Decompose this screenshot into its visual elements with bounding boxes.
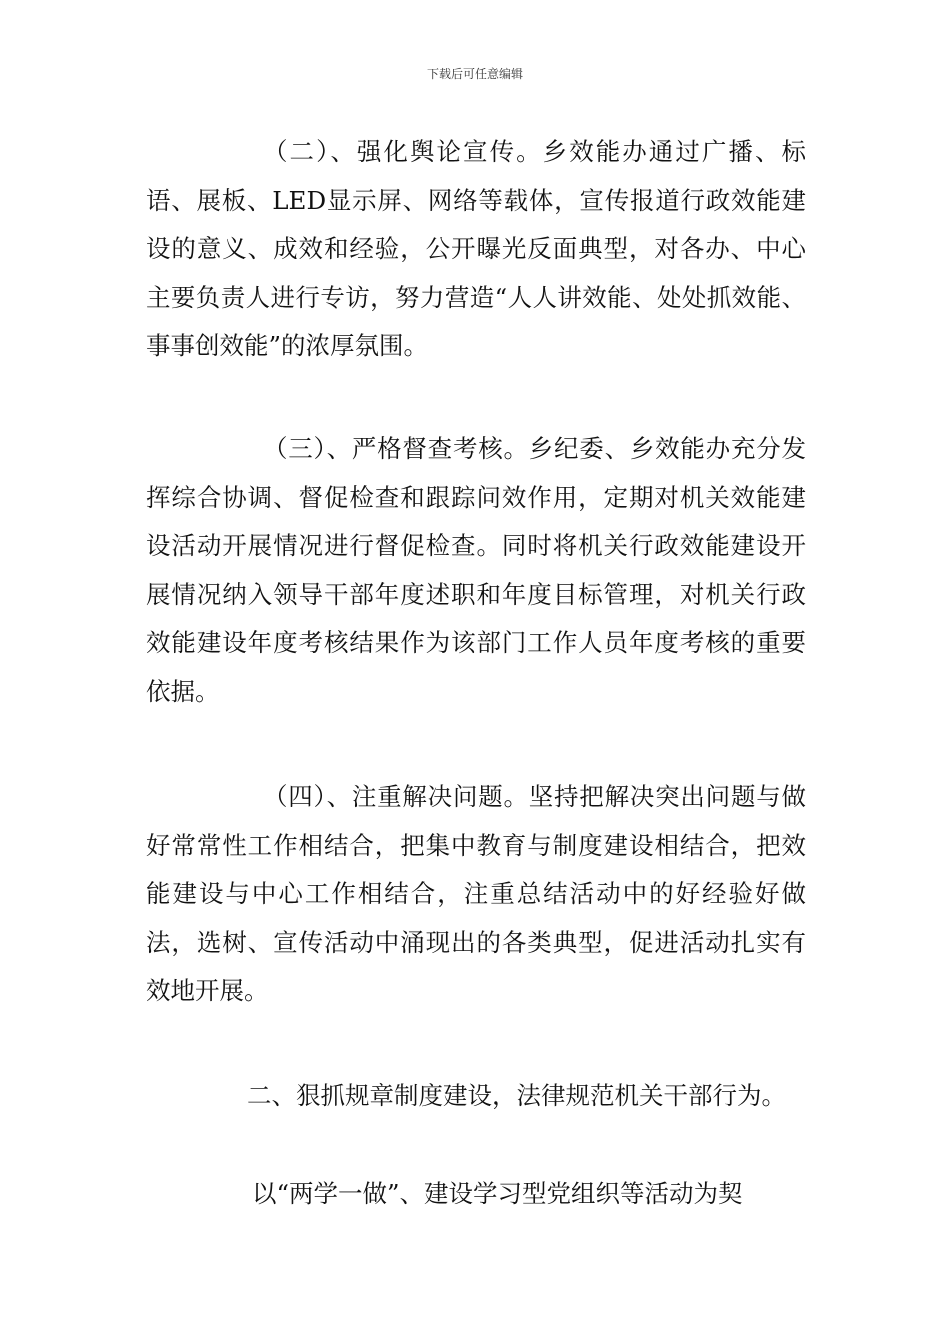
paragraph-problem-solving: （四）、注重解决问题。坚持把解决突出问题与做好常常性工作相结合，把集中教育与制度建设相结合，把效能建设与中心工作相结合，注重总结活动中的好经验好做法，选树、宣传活动中涌现出的各类典型，促进活动扎实有效地开展。 [146,782,806,1005]
section-heading: 二、狠抓规章制度建设，法律规范机关干部行为。 [247,1081,786,1110]
paragraph-supervision: （三）、严格督查考核。乡纪委、乡效能办充分发挥综合协调、督促检查和跟踪问效作用，定期对机关效能建设活动开展情况进行督促检查。同时将机关行政效能建设开展情况纳入领导干部年度述职和年度目标管理，对机关行政效能建设年度考核结果作为该部门工作人员年度考核的重要依据。 [146,434,806,706]
paragraph-publicity: （二）、强化舆论宣传。乡效能办通过广播、标语、展板、LED显示屏、网络等载体，宣传报道行政效能建设的意义、成效和经验，公开曝光反面典型，对各办、中心主要负责人进行专访，努力营造“人人讲效能、处处抓效能、事事创效能”的浓厚氛围。 [146,137,806,360]
paragraph-continuation: 以“两学一做”、建设学习型党组织等活动为契 [252,1179,743,1208]
page-header: 下载后可任意编辑 [426,67,523,81]
